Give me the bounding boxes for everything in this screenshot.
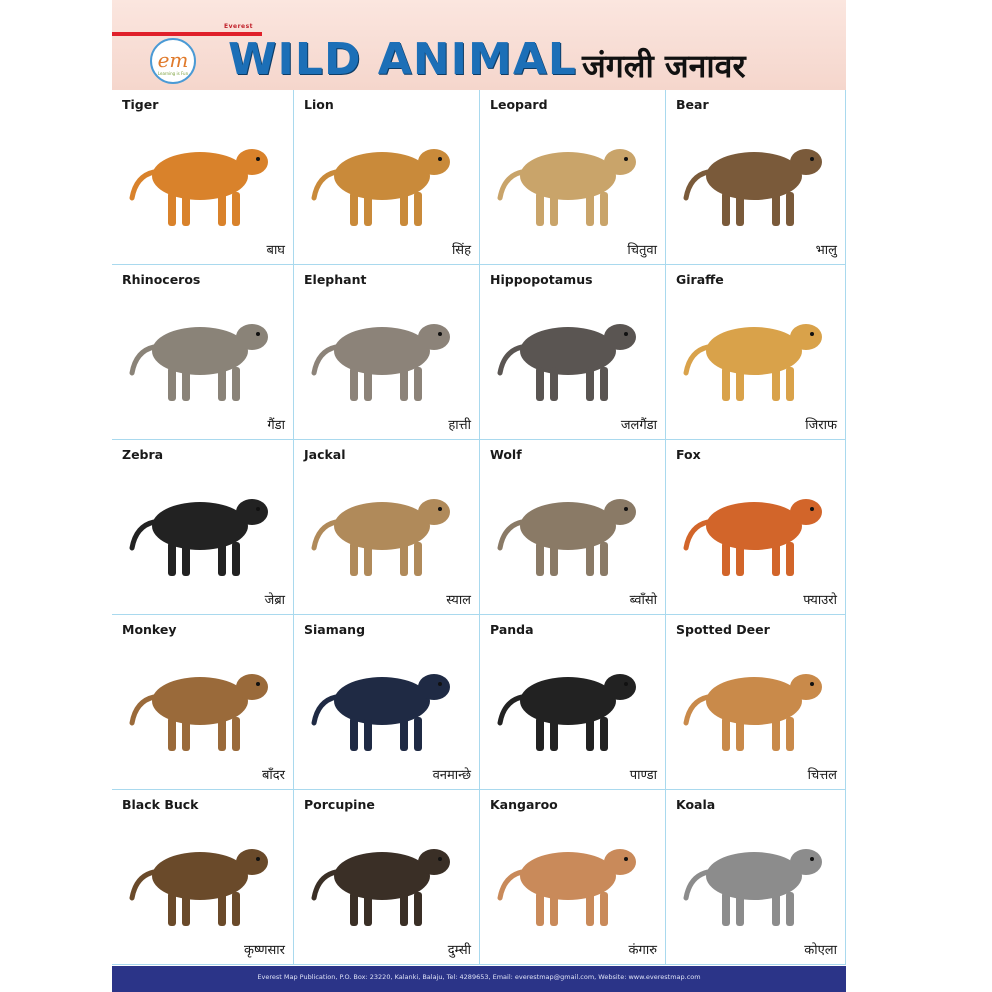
animal-card <box>112 790 294 965</box>
animal-name-np: चितुवा <box>627 243 657 258</box>
siamang-icon <box>302 639 466 759</box>
animal-name-np: दुम्सी <box>447 943 471 958</box>
koala-icon <box>674 814 838 934</box>
animal-card <box>294 440 480 615</box>
animal-name-en: Monkey <box>122 622 177 637</box>
animal-name-np: बाँदर <box>261 768 285 783</box>
animal-name-np: जेब्रा <box>264 593 285 608</box>
tiger-icon <box>120 114 284 234</box>
poster <box>112 0 846 992</box>
animal-name-np: ब्वाँसो <box>629 593 657 608</box>
animal-name-np: पाण्डा <box>629 768 657 783</box>
animal-card <box>666 265 846 440</box>
animal-name-en: Kangaroo <box>490 797 558 812</box>
animal-name-en: Porcupine <box>304 797 375 812</box>
animal-name-np: कृष्णसार <box>243 943 285 958</box>
animal-card <box>666 790 846 965</box>
kangaroo-icon <box>488 814 652 934</box>
animal-card <box>666 90 846 265</box>
animal-card <box>294 615 480 790</box>
animal-card <box>480 790 666 965</box>
footer-contact-text: Everest Map Publication, P.O. Box: 23220, Kalanki, Balaju, Tel: 4289653, Email: everestmap@gmail.com, Website: www.everestmap.com <box>257 973 701 981</box>
animal-name-np: बाघ <box>266 243 285 258</box>
zebra-icon <box>120 464 284 584</box>
spotted-deer-icon <box>674 639 838 759</box>
fox-icon <box>674 464 838 584</box>
animal-card <box>294 790 480 965</box>
animal-name-en: Zebra <box>122 447 164 462</box>
logo-subtext: Learning is Fun <box>157 71 189 76</box>
publisher-logo <box>150 38 196 84</box>
elephant-icon <box>302 289 466 409</box>
animal-name-en: Koala <box>676 797 716 812</box>
animal-name-en: Fox <box>676 447 701 462</box>
animal-name-np: जिराफ <box>805 418 837 433</box>
animal-name-np: हात्ती <box>448 418 471 433</box>
animal-card <box>666 440 846 615</box>
animal-name-en: Leopard <box>490 97 548 112</box>
animal-name-en: Spotted Deer <box>676 622 770 637</box>
animal-card <box>112 90 294 265</box>
giraffe-icon <box>674 289 838 409</box>
wolf-icon <box>488 464 652 584</box>
animal-name-en: Black Buck <box>122 797 199 812</box>
animal-name-en: Panda <box>490 622 534 637</box>
animal-name-np: गैंडा <box>267 418 285 433</box>
animal-name-en: Elephant <box>304 272 367 287</box>
animal-name-en: Bear <box>676 97 709 112</box>
animal-card <box>480 265 666 440</box>
animal-card <box>112 265 294 440</box>
hippopotamus-icon <box>488 289 652 409</box>
animal-card <box>480 615 666 790</box>
animal-name-np: स्याल <box>446 593 471 608</box>
page-title: WILD ANIMAL <box>228 34 577 85</box>
black-buck-icon <box>120 814 284 934</box>
porcupine-icon <box>302 814 466 934</box>
animal-card <box>294 90 480 265</box>
lion-icon <box>302 114 466 234</box>
animal-card <box>480 90 666 265</box>
animal-grid <box>112 90 846 964</box>
jackal-icon <box>302 464 466 584</box>
animal-name-np: सिंह <box>451 243 471 258</box>
animal-name-en: Tiger <box>122 97 159 112</box>
animal-name-np: भालु <box>815 243 837 258</box>
animal-name-np: कोएला <box>804 943 837 958</box>
monkey-icon <box>120 639 284 759</box>
page-title-nepali: जंगली जनावर <box>582 47 746 85</box>
animal-name-np: वनमान्छे <box>432 768 471 783</box>
animal-name-en: Hippopotamus <box>490 272 593 287</box>
animal-card <box>112 615 294 790</box>
animal-name-np: कंगारु <box>628 943 657 958</box>
animal-name-np: फ्याउरो <box>803 593 837 608</box>
leopard-icon <box>488 114 652 234</box>
animal-name-en: Lion <box>304 97 334 112</box>
animal-name-en: Jackal <box>304 447 346 462</box>
panda-icon <box>488 639 652 759</box>
poster-header <box>112 0 846 90</box>
brand-label: Everest <box>224 23 254 30</box>
rhinoceros-icon <box>120 289 284 409</box>
animal-card <box>112 440 294 615</box>
animal-name-np: चित्तल <box>807 768 837 783</box>
animal-card <box>480 440 666 615</box>
animal-name-np: जलगैंडा <box>620 418 657 433</box>
animal-name-en: Rhinoceros <box>122 272 201 287</box>
animal-name-en: Wolf <box>490 447 522 462</box>
animal-name-en: Siamang <box>304 622 366 637</box>
animal-name-en: Giraffe <box>676 272 724 287</box>
animal-card <box>666 615 846 790</box>
logo-text: em <box>157 48 189 72</box>
animal-card <box>294 265 480 440</box>
footer <box>112 966 846 992</box>
bear-icon <box>674 114 838 234</box>
